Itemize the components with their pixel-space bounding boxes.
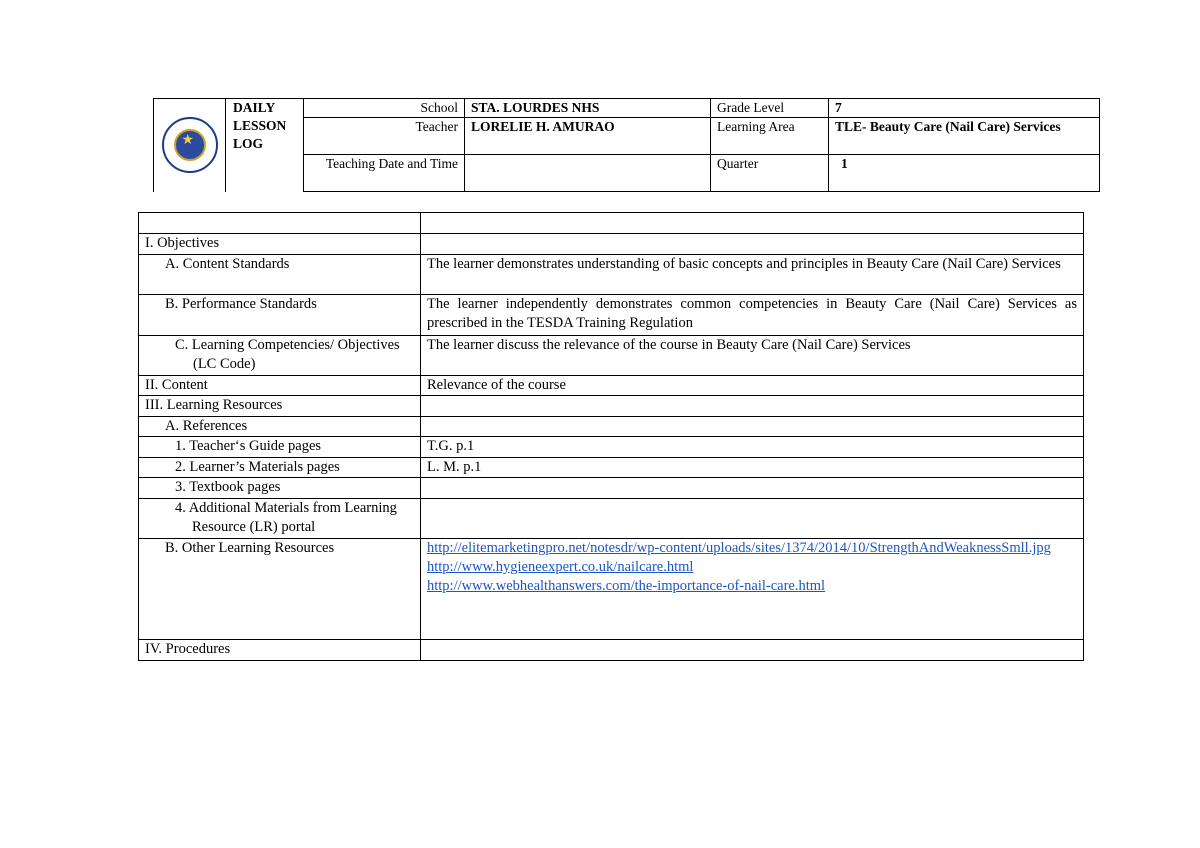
date-value bbox=[465, 155, 711, 192]
blank-cell bbox=[421, 417, 1084, 437]
resource-link-3[interactable]: http://www.webhealthanswers.com/the-importance-of-nail-care.html bbox=[427, 578, 826, 594]
table-row bbox=[139, 295, 1084, 336]
grade-label: Grade Level bbox=[711, 99, 829, 118]
table-row bbox=[139, 417, 1084, 437]
table-row bbox=[139, 336, 1084, 376]
resources-label: III. Learning Resources bbox=[139, 396, 421, 417]
quarter-value: 1 bbox=[829, 155, 1100, 192]
blank-cell bbox=[139, 213, 421, 234]
additional-label: 4. Additional Materials from Learning Resource (LR) portal bbox=[175, 500, 397, 535]
table-row bbox=[139, 499, 1084, 539]
logo-cell bbox=[154, 99, 226, 192]
quarter-label: Quarter bbox=[711, 155, 829, 192]
content-label: II. Content bbox=[139, 376, 421, 396]
additional-cell bbox=[139, 499, 421, 539]
lesson-table bbox=[138, 212, 1084, 661]
references-label: A. References bbox=[139, 417, 421, 437]
dll-title: DAILY LESSON LOG bbox=[226, 99, 304, 192]
table-row bbox=[139, 478, 1084, 499]
content-standards-value: The learner demonstrates understanding of basic concepts and principles in Beauty Care (Nail Care) Services bbox=[421, 255, 1084, 295]
school-value: STA. LOURDES NHS bbox=[465, 99, 711, 118]
table-row bbox=[139, 234, 1084, 255]
lm-pages-label: 2. Learner’s Materials pages bbox=[139, 458, 421, 478]
links-cell bbox=[421, 539, 1084, 640]
lm-pages-value: L. M. p.1 bbox=[421, 458, 1084, 478]
other-resources-label: B. Other Learning Resources bbox=[139, 539, 421, 640]
performance-standards-value: The learner independently demonstrates common competencies in Beauty Care (Nail Care) Services as prescribed in the TESDA Training Regulation bbox=[421, 295, 1084, 336]
blank-cell bbox=[421, 396, 1084, 417]
area-value: TLE- Beauty Care (Nail Care) Services bbox=[829, 118, 1100, 155]
table-row bbox=[139, 213, 1084, 234]
procedures-label: IV. Procedures bbox=[139, 640, 421, 661]
table-row bbox=[139, 255, 1084, 295]
teacher-value: LORELIE H. AMURAO bbox=[465, 118, 711, 155]
table-row bbox=[139, 437, 1084, 458]
tg-pages-value: T.G. p.1 bbox=[421, 437, 1084, 458]
table-row bbox=[139, 539, 1084, 640]
blank-cell bbox=[421, 640, 1084, 661]
competencies-label: C. Learning Competencies/ Objectives (LC Code) bbox=[175, 337, 400, 372]
blank-cell bbox=[421, 478, 1084, 499]
blank-cell bbox=[421, 213, 1084, 234]
deped-seal-icon: ★ bbox=[162, 117, 218, 173]
table-row bbox=[139, 640, 1084, 661]
grade-value: 7 bbox=[829, 99, 1100, 118]
blank-cell bbox=[421, 499, 1084, 539]
performance-standards-label: B. Performance Standards bbox=[139, 295, 421, 336]
date-label: Teaching Date and Time bbox=[304, 155, 465, 192]
content-value: Relevance of the course bbox=[421, 376, 1084, 396]
tg-pages-label: 1. Teacher‘s Guide pages bbox=[139, 437, 421, 458]
school-label: School bbox=[304, 99, 465, 118]
teacher-label: Teacher bbox=[304, 118, 465, 155]
textbook-label: 3. Textbook pages bbox=[139, 478, 421, 499]
area-label: Learning Area bbox=[711, 118, 829, 155]
table-row bbox=[139, 396, 1084, 417]
table-row bbox=[139, 458, 1084, 478]
header-table bbox=[153, 98, 1100, 192]
blank-cell bbox=[421, 234, 1084, 255]
resource-link-2[interactable]: http://www.hygieneexpert.co.uk/nailcare.html bbox=[427, 559, 694, 575]
competencies-value: The learner discuss the relevance of the course in Beauty Care (Nail Care) Services bbox=[421, 336, 1084, 376]
table-row bbox=[139, 376, 1084, 396]
content-standards-label: A. Content Standards bbox=[139, 255, 421, 295]
competencies-cell bbox=[139, 336, 421, 376]
objectives-label: I. Objectives bbox=[139, 234, 421, 255]
resource-link-1[interactable]: http://elitemarketingpro.net/notesdr/wp-content/uploads/sites/1374/2014/10/StrengthAndWeaknessSmll.jpg bbox=[427, 540, 1051, 556]
